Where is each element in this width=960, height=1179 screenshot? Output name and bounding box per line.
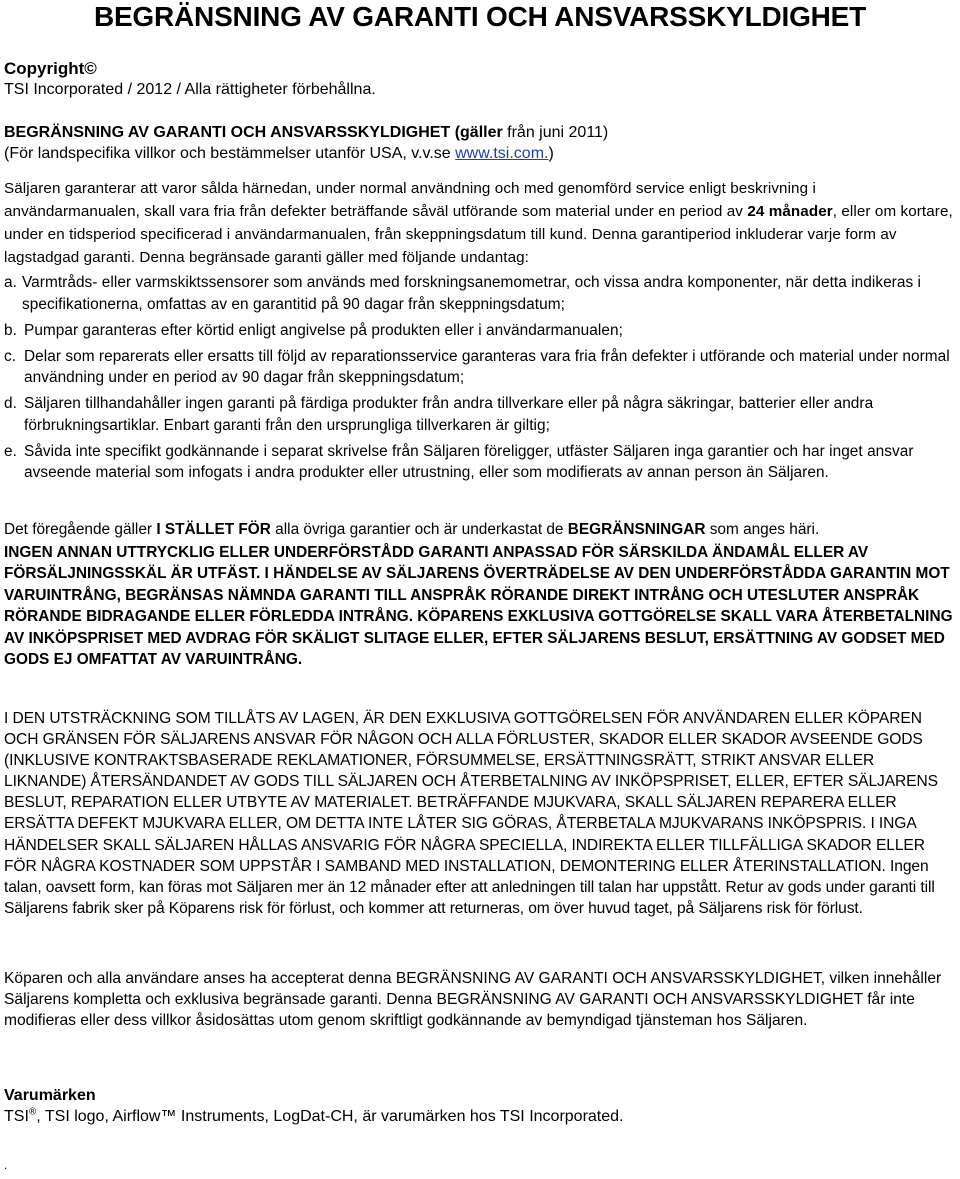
item-label: c. xyxy=(4,347,17,365)
precedence-bold-b: BEGRÄNSNINGAR xyxy=(567,521,706,538)
exception-list xyxy=(4,272,956,488)
item-text: Såvida inte specifikt godkännande i separat skrivelse från Säljaren föreligger, utfäster Säljaren inga garantier och har inget ansvar avseende material som infogats i andra produkter eller utrustning, eller som modifierats av annan person än Säljaren. xyxy=(24,442,914,481)
warranty-text-a: Säljaren garanterar att varor sålda härnedan, under normal användning och med genomförd service enligt beskrivning i användarmanualen, skall vara fria från defekter beträffande såväl utförande som material under en period av xyxy=(4,180,816,220)
limitation-heading-bold: BEGRÄNSNING AV GARANTI OCH ANSVARSSKYLDIGHET (gäller xyxy=(4,124,503,141)
precedence-text-c: som anges häri. xyxy=(705,521,820,538)
trademarks-text: , TSI logo, Airflow™ Instruments, LogDat-CH, är varumärken hos TSI Incorporated. xyxy=(36,1108,624,1125)
item-text: Delar som reparerats eller ersatts till följd av reparationsservice garanteras vara fria från defekter i utförande och material under normal användning under en period av 90 dagar från skeppningsdatum; xyxy=(24,347,950,386)
limitation-heading-date: från juni 2011) xyxy=(502,124,609,141)
trademarks-line xyxy=(4,1108,623,1126)
list-item xyxy=(4,441,956,484)
disclaimer-bold-paragraph: INGEN ANNAN UTTRYCKLIG ELLER UNDERFÖRSTÅDD GARANTI ANPASSAD FÖR SÄRSKILDA ÄNDAMÅL ELLER AV FÖRSÄLJNINGSSKÄL ÄR UTFÄST. I HÄNDELSE AV SÄLJARENS ÖVERTRÄDELSE AV DEN UNDERFÖRSTÅDDA GARANTIN MOT VARUINTRÅNG, BEGRÄNSAS NÄMNDA GARANTI TILL ANSPRÅK RÖRANDE DIREKT INTRÅNG OCH UTESLUTER ANSPRÅK RÖRANDE BIDRAGANDE ELLER FÖRLEDDA INTRÅNG. KÖPARENS EXKLUSIVA GOTTGÖRELSE SKALL VARA ÅTERBETALNING AV INKÖPSPRISET MED AVDRAG FÖR SKÄLIGT SLITAGE ELLER, EFTER SÄLJARENS BESLUT, ERSÄTTNING AV GODSET MED GODS EJ OMFATTAT AV VARUINTRÅNG. xyxy=(4,544,953,669)
acceptance-paragraph: Köparen och alla användare anses ha accepterat denna BEGRÄNSNING AV GARANTI OCH ANSVARSSKYLDIGHET, vilken innehåller Säljarens kompletta och exklusiva begränsade garanti. Denna BEGRÄNSNING AV GARANTI OCH ANSVARSSKYLDIGHET får inte modifieras eller dess villkor åsidosättas utom genom skriftligt godkännande av bemyndigad tjänsteman hos Säljaren. xyxy=(4,970,942,1030)
item-label: e. xyxy=(4,442,17,460)
country-terms-text: (För landspecifika villkor och bestämmelser utanför USA, v.v.se xyxy=(4,145,456,162)
liability-paragraph: I DEN UTSTRÄCKNING SOM TILLÅTS AV LAGEN, ÄR DEN EXKLUSIVA GOTTGÖRELSEN FÖR ANVÄNDAREN ELLER KÖPAREN OCH GRÄNSEN FÖR SÄLJARENS ANSVAR FÖR NÅGON OCH ALLA FÖRLUSTER, SKADOR ELLER SKADOR AVSEENDE GODS (INKLUSIVE KONTRAKTSBASERADE REKLAMATIONER, FÖRSUMMELSE, ERSÄTTNINGSRÄTT, STRIKT ANSVAR ELLER LIKNANDE) ÅTERSÄNDANDET AV GODS TILL SÄLJAREN OCH ÅTERBETALNING AV INKÖPSPRISET, ELLER, EFTER SÄLJARENS BESLUT, REPARATION ELLER UTBYTE AV MATERIALET. BETRÄFFANDE MJUKVARA, SKALL SÄLJAREN REPARERA ELLER ERSÄTTA DEFEKT MJUKVARA ELLER, OM DETTA INTE LÅTER SIG GÖRAS, ÅTERBETALA MJUKVARANS INKÖPSPRIS. I INGA HÄNDELSER SKALL SÄLJAREN HÅLLAS ANSVARIG FÖR NÅGRA SPECIELLA, INDIREKTA ELLER TILLFÄLLIGA SKADOR ELLER FÖR NÅGRA KOSTNADER SOM UPPSTÅR I SAMBAND MED INSTALLATION, DEMONTERING ELLER ÅTERINSTALLATION. Ingen talan, oavsett form, kan föras mot Säljaren mer än 12 månader efter att anledningen till talan har uppstått. Retur av gods under garanti till Säljarens fabrik sker på Köparens risk för förlust, och kommer att returneras, om över huvud taget, på Säljarens risk för förlust. xyxy=(4,710,938,917)
tsi-mark: TSI xyxy=(4,1108,29,1125)
list-item xyxy=(4,320,956,342)
warranty-period: 24 månader xyxy=(747,203,833,220)
precedence-sentence xyxy=(4,519,956,541)
warranty-text-b: , eller om kortare, under en tidsperiod specificerad i användarmanualen, från skeppningsdatum till kund. Denna garantiperiod inkluderar varje form av lagstadgad garanti. Denna begränsade garanti gäller med följande undantag: xyxy=(4,203,953,266)
item-label: b. xyxy=(4,321,17,339)
precedence-text-b: alla övriga garantier och är underkastat de xyxy=(270,521,568,538)
list-item xyxy=(4,272,956,315)
registered-mark: ® xyxy=(28,1106,37,1118)
list-item xyxy=(4,393,956,436)
list-item xyxy=(4,346,956,389)
copyright-line: TSI Incorporated / 2012 / Alla rättigheter förbehållna. xyxy=(4,81,376,98)
item-label: a. xyxy=(4,274,17,291)
precedence-bold-a: I STÄLLET FÖR xyxy=(156,521,271,538)
copyright-block xyxy=(4,58,954,100)
item-text: Varmtråds- eller varmskiktssensorer som används med forskningsanemometrar, och vissa andra komponenter, när detta indikeras i specifikationerna, omfattas av en garantitid på 90 dagar från skeppningsdatum; xyxy=(22,274,922,313)
item-label: d. xyxy=(4,395,17,412)
trademarks-heading: Varumärken xyxy=(4,1087,96,1104)
footer-dot: . xyxy=(4,1158,8,1172)
limitation-heading xyxy=(4,122,954,164)
document-title: BEGRÄNSNING AV GARANTI OCH ANSVARSSKYLDIGHET xyxy=(93,1,867,32)
tsi-website-link[interactable]: www.tsi.com. xyxy=(455,145,549,162)
item-text: Säljaren tillhandahåller ingen garanti på färdiga produkter från andra tillverkare eller på några säkringar, batterier eller andra förbrukningsartiklar. Enbart garanti från den ursprungliga tillverkaren är giltig; xyxy=(24,395,874,434)
copyright-heading: Copyright© xyxy=(4,59,97,78)
precedence-text-a: Det föregående gäller xyxy=(4,521,157,538)
country-terms-close: ) xyxy=(548,145,554,162)
item-text: Pumpar garanteras efter körtid enligt angivelse på produkten eller i användarmanualen; xyxy=(24,321,623,339)
warranty-paragraph xyxy=(4,177,956,269)
